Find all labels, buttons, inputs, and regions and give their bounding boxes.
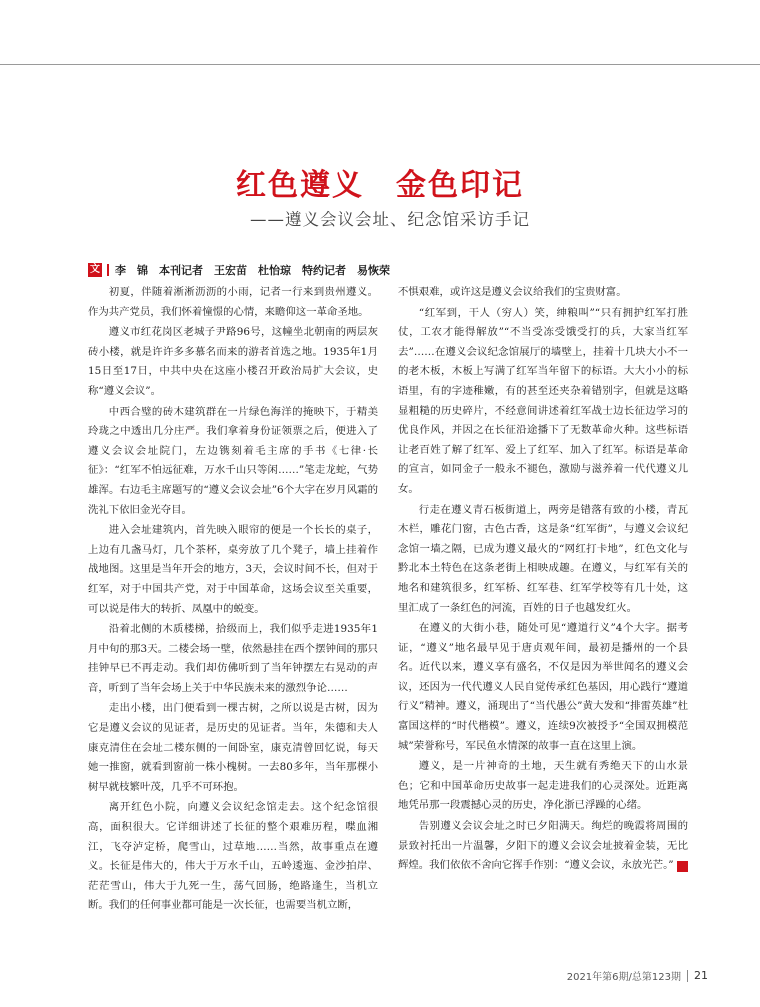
- body-paragraph: 在遵义的大街小巷，随处可见“遵道行义”4个大字。据考证，“遵义”地名最早见于唐贞观年间，最初是播州的一个县名。近代以来，遵义享有盛名，不仅是因为举世闻名的遵义会议，还因为一代代遵义人民自觉传承红色基因，用心践行“遵道行义”精神。遵义，涌现出了“当代愚公”黄大发和“排雷英雄”杜富国这样的“时代楷模”。遵义，连续9次被授予“全国双拥模范城”荣誉称号，军民鱼水情深的故事一直在这里上演。: [398, 622, 688, 752]
- page-footer: [567, 968, 708, 983]
- body-column-right: [398, 283, 704, 877]
- byline-badge: 文: [90, 264, 100, 275]
- article-title: 红色遵义 金色印记: [236, 168, 524, 203]
- article-subtitle: ——遵义会议会址、纪念馆采访手记: [250, 210, 530, 229]
- body-paragraph: 遵义，是一片神奇的土地，天生就有秀绝天下的山水景色；它和中国革命历史故事一起走进我们的心灵深处。近距离地凭吊那一段震撼心灵的历史，净化浙已浮躁的心绪。: [398, 760, 688, 812]
- header-rule: [0, 64, 760, 65]
- body-paragraph: 中西合璧的砖木建筑群在一片绿色海洋的掩映下，于精美玲珑之中透出几分庄严。我们拿着身份证领票之后，便进入了遵义会议会址院门，左边镌刻着毛主席的手书《七律·长征》：“红军不怕远征难，万水千山只等闲……”笔走龙蛇，气势雄浑。右边毛主席题写的“遵义会议会址”6个大字在岁月风霜的洗礼下依旧金光夺目。: [88, 405, 378, 516]
- byline-authors: 李 锦 本刊记者 王宏苗 杜怡琼 特约记者 易恢荣: [115, 264, 390, 277]
- body-paragraph: 进入会址建筑内，首先映入眼帘的便是一个长长的桌子，上边有几盏马灯，几个茶杯，桌旁放了几个凳子，墙上挂着作战地图。这里是当年开会的地方，3天，会议时间不长，但对于红军，对于中国共产党，对于中国革命，这场会议至关重要，可以说是伟大的转折、凤凰中的蜕变。: [88, 524, 378, 615]
- body-paragraph: 离开红色小院，向遵义会议纪念馆走去。这个纪念馆很高，面积很大。它详细讲述了长征的整个艰难历程，喋血湘江，飞夺泸定桥，爬雪山，过草地……当然，故事重点在遵义。长征是伟大的，伟大于万水千山，五岭逶迤、金沙拍岸、茫茫雪山，伟大于九死一生，荡气回肠，绝路逢生，当机立断。我们的任何事业都可能是一次长征，也需要当机立断，: [88, 801, 378, 912]
- body-paragraph: 不惧艰难，或许这是遵义会议给我们的宝贵财富。: [398, 286, 627, 298]
- final-paragraph-text: 告别遵义会议会址之时已夕阳满天。绚烂的晚霞将周围的景致衬托出一片温馨，夕阳下的遵义会议会址披着金装，无比辉煌。我们依依不舍向它挥手作别：“遵义会议，永放光芒。”: [398, 820, 688, 872]
- issue-label: 2021年第6期/总第123期: [566, 972, 681, 983]
- body-paragraph: “红军到，干人（穷人）笑，绅粮叫”“只有拥护红军打胜仗，工农才能得解放”“不当受冻受饿受打的兵，大家当红军去”……在遵义会议纪念馆展厅的墙壁上，挂着十几块大小不一的老木板，木板上写满了红军当年留下的标语。大大小小的标语里，有的字迹稚嫩，有的甚至还夹杂着错别字，但就是这略显粗糙的历史碎片，不经意间讲述着红军战士边长征边学习的优良作风，并因之在长征沿途播下了无数革命火种。这些标语让老百姓了解了红军、爱上了红军、加入了红军。标语是革命的宣言，如同金子一般永不褪色，激励与滋养着一代代遵义儿女。: [398, 306, 688, 495]
- byline: [88, 262, 390, 278]
- footer-divider: [687, 970, 688, 982]
- page-number: 21: [694, 969, 708, 982]
- body-paragraph: 行走在遵义青石板街道上，两旁是错落有致的小楼，青瓦木栏，雕花门窗，古色古香，这是条“红军街”，与遵义会议纪念馆一墙之隔，已成为遵义最火的“网红打卡地”，红色文化与黔北本土特色在这条老街上相映成趣。在遵义，与红军有关的地名和建筑很多，红军桥、红军巷、红军学校等有几十处，这里汇成了一条红色的河流，百姓的日子也越发红火。: [398, 503, 688, 614]
- end-mark-icon: G: [677, 861, 688, 872]
- body-column-left: [88, 283, 378, 917]
- body-paragraph: 遵义市红花岗区老城子尹路96号，这幢坐北朝南的两层灰砖小楼，就是许许多多慕名而来的游者首选之地。1935年1月15日至17日，中共中央在这座小楼召开政治局扩大会议，史称“遵义会议”。: [88, 326, 378, 397]
- body-paragraph: 初夏，伴随着淅淅沥沥的小雨，记者一行来到贵州遵义。作为共产党员，我们怀着憧憬的心情，来瞻仰这一革命圣地。: [88, 286, 378, 318]
- body-paragraph: 沿着北侧的木质楼梯，拾级而上，我们似乎走进1935年1月中旬的那3天。二楼会场一壁，依然悬挂在西个摆钟间的那只挂钟早已不再走动。我们却仿佛听到了当年钟摆左右晃动的声音，听到了当年会场上关于中华民族未来的激烈争论……: [88, 623, 378, 694]
- byline-divider: [107, 264, 109, 276]
- body-paragraph-final: [398, 817, 704, 876]
- body-paragraph: 走出小楼，出门便看到一棵古树，之所以说是古树，因为它是遵义会议的见证者，是历史的见证者。当年，朱德和夫人康克清住在会址二楼东侧的一间卧室，康克清曾回忆说，每天她一推窗，就看到窗前一株小槐树。一去80多年，当年那棵小树早就枝繁叶茂，几乎不可环抱。: [88, 702, 378, 793]
